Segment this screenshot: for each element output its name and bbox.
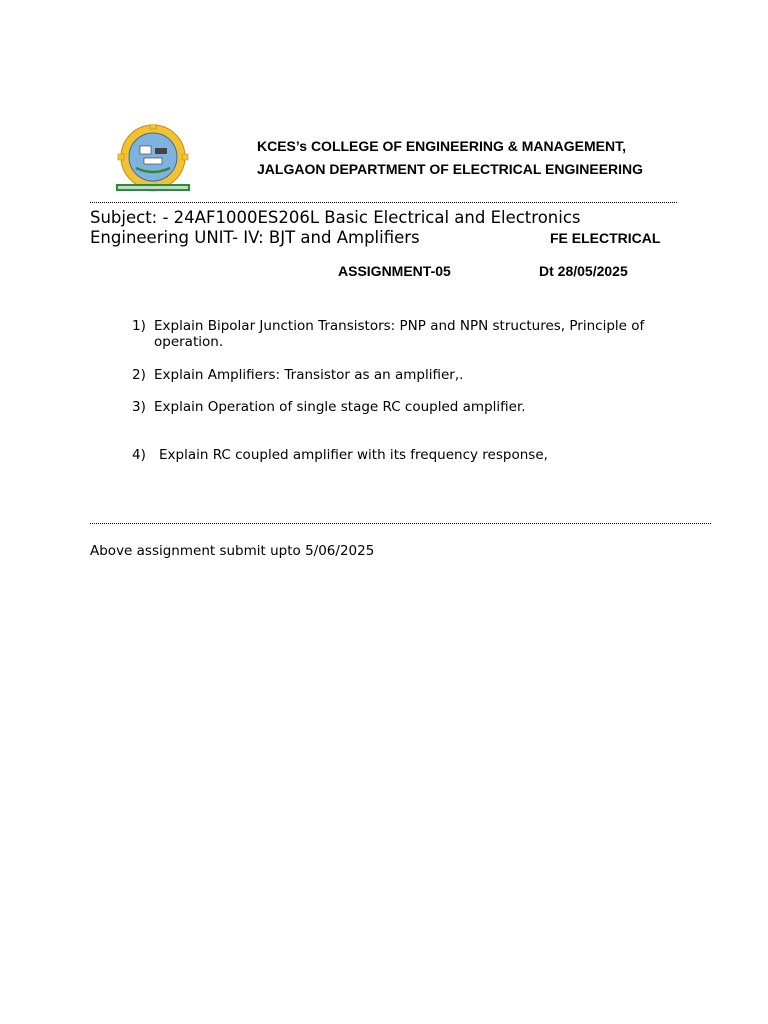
submission-note: Above assignment submit upto 5/06/2025 — [90, 543, 375, 559]
question-text: Explain RC coupled amplifier with its frequency response, — [159, 447, 548, 463]
class-label: FE ELECTRICAL — [550, 230, 661, 246]
question-item — [132, 399, 662, 415]
question-text: Explain Bipolar Junction Transistors: PNP and NPN structures, Principle of operation. — [154, 318, 645, 350]
question-text: Explain Operation of single stage RC coupled amplifier. — [154, 399, 526, 415]
question-number: 3) — [132, 399, 146, 415]
footer-divider — [90, 523, 711, 524]
assignment-date: Dt 28/05/2025 — [539, 263, 628, 279]
question-number: 2) — [132, 367, 146, 383]
question-number: 1) — [132, 318, 146, 334]
department-name: JALGAON DEPARTMENT OF ELECTRICAL ENGINEERING — [257, 161, 644, 177]
question-item — [132, 318, 662, 350]
question-text: Explain Amplifiers: Transistor as an amplifier,. — [154, 367, 464, 383]
assignment-title: ASSIGNMENT-05 — [338, 263, 451, 279]
question-number: 4) — [132, 447, 146, 463]
question-item — [132, 367, 662, 383]
college-seal-logo-icon — [114, 124, 192, 192]
question-item — [132, 447, 662, 463]
subject-line: Subject: - 24AF1000ES206L Basic Electrical and Electronics Engineering UNIT- IV: BJT and Amplifiers — [90, 208, 581, 247]
header-divider — [90, 202, 677, 203]
college-name: KCES’s COLLEGE OF ENGINEERING & MANAGEMENT, — [257, 138, 626, 154]
